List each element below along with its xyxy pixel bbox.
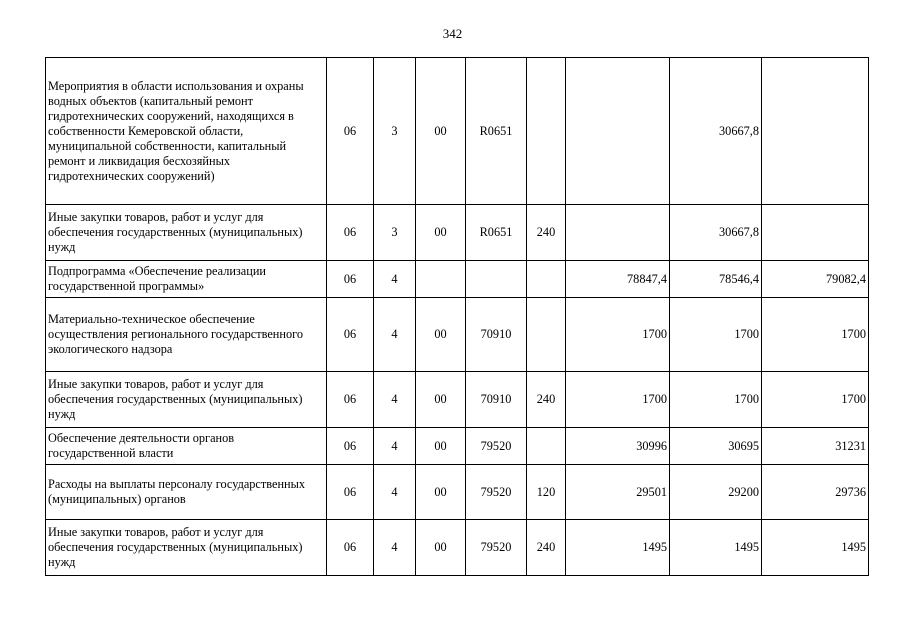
amount-year-1: 78847,4	[566, 261, 670, 298]
subprogram-code: 00	[416, 520, 466, 576]
section-code: 06	[327, 465, 374, 520]
amount-year-3	[762, 205, 869, 261]
amount-year-1: 1700	[566, 372, 670, 428]
table-row	[46, 298, 869, 372]
program-code: 4	[374, 465, 416, 520]
amount-year-3: 1700	[762, 372, 869, 428]
amount-year-1: 29501	[566, 465, 670, 520]
budget-table	[45, 57, 869, 576]
expense-type-code: 120	[527, 465, 566, 520]
item-name: Расходы на выплаты персоналу государственных (муниципальных) органов	[46, 465, 327, 520]
expense-type-code	[527, 428, 566, 465]
amount-year-2: 29200	[670, 465, 762, 520]
item-name: Обеспечение деятельности органов государственной власти	[46, 428, 327, 465]
table-row	[46, 261, 869, 298]
amount-year-1: 1700	[566, 298, 670, 372]
program-code: 4	[374, 428, 416, 465]
subprogram-code: 00	[416, 465, 466, 520]
program-code: 4	[374, 298, 416, 372]
section-code: 06	[327, 58, 374, 205]
section-code: 06	[327, 261, 374, 298]
item-name: Материально-техническое обеспечение осуществления регионального государственного экологического надзора	[46, 298, 327, 372]
expense-type-code	[527, 58, 566, 205]
table-row	[46, 465, 869, 520]
amount-year-2: 1700	[670, 372, 762, 428]
subprogram-code: 00	[416, 298, 466, 372]
direction-code: 70910	[466, 298, 527, 372]
subprogram-code: 00	[416, 428, 466, 465]
expense-type-code: 240	[527, 372, 566, 428]
program-code: 3	[374, 205, 416, 261]
subprogram-code: 00	[416, 58, 466, 205]
amount-year-2: 1700	[670, 298, 762, 372]
section-code: 06	[327, 428, 374, 465]
subprogram-code: 00	[416, 372, 466, 428]
subprogram-code: 00	[416, 205, 466, 261]
section-code: 06	[327, 205, 374, 261]
amount-year-3: 1495	[762, 520, 869, 576]
program-code: 4	[374, 261, 416, 298]
table-row	[46, 520, 869, 576]
amount-year-1	[566, 205, 670, 261]
item-name: Подпрограмма «Обеспечение реализации государственной программы»	[46, 261, 327, 298]
expense-type-code	[527, 261, 566, 298]
amount-year-2: 78546,4	[670, 261, 762, 298]
section-code: 06	[327, 372, 374, 428]
amount-year-2: 1495	[670, 520, 762, 576]
direction-code: R0651	[466, 205, 527, 261]
section-code: 06	[327, 298, 374, 372]
amount-year-3	[762, 58, 869, 205]
program-code: 4	[374, 520, 416, 576]
table-row	[46, 58, 869, 205]
table-row	[46, 205, 869, 261]
direction-code: R0651	[466, 58, 527, 205]
item-name: Иные закупки товаров, работ и услуг для обеспечения государственных (муниципальных) нужд	[46, 205, 327, 261]
expense-type-code: 240	[527, 520, 566, 576]
direction-code: 79520	[466, 520, 527, 576]
section-code: 06	[327, 520, 374, 576]
page-number: 342	[442, 26, 463, 41]
amount-year-3: 31231	[762, 428, 869, 465]
program-code: 3	[374, 58, 416, 205]
amount-year-3: 29736	[762, 465, 869, 520]
item-name: Мероприятия в области использования и охраны водных объектов (капитальный ремонт гидротехнических сооружений, находящихся в собственности Кемеровской области, муниципальной собственности, капитальный ремонт и ликвидация бесхозяйных гидротехнических сооружений)	[46, 58, 327, 205]
amount-year-2: 30667,8	[670, 58, 762, 205]
direction-code: 70910	[466, 372, 527, 428]
subprogram-code	[416, 261, 466, 298]
amount-year-1: 1495	[566, 520, 670, 576]
amount-year-2: 30667,8	[670, 205, 762, 261]
direction-code	[466, 261, 527, 298]
direction-code: 79520	[466, 428, 527, 465]
table-row	[46, 428, 869, 465]
amount-year-1	[566, 58, 670, 205]
amount-year-3: 1700	[762, 298, 869, 372]
table-row	[46, 372, 869, 428]
amount-year-3: 79082,4	[762, 261, 869, 298]
direction-code: 79520	[466, 465, 527, 520]
expense-type-code	[527, 298, 566, 372]
expense-type-code: 240	[527, 205, 566, 261]
amount-year-1: 30996	[566, 428, 670, 465]
program-code: 4	[374, 372, 416, 428]
item-name: Иные закупки товаров, работ и услуг для обеспечения государственных (муниципальных) нужд	[46, 372, 327, 428]
item-name: Иные закупки товаров, работ и услуг для обеспечения государственных (муниципальных) нужд	[46, 520, 327, 576]
amount-year-2: 30695	[670, 428, 762, 465]
